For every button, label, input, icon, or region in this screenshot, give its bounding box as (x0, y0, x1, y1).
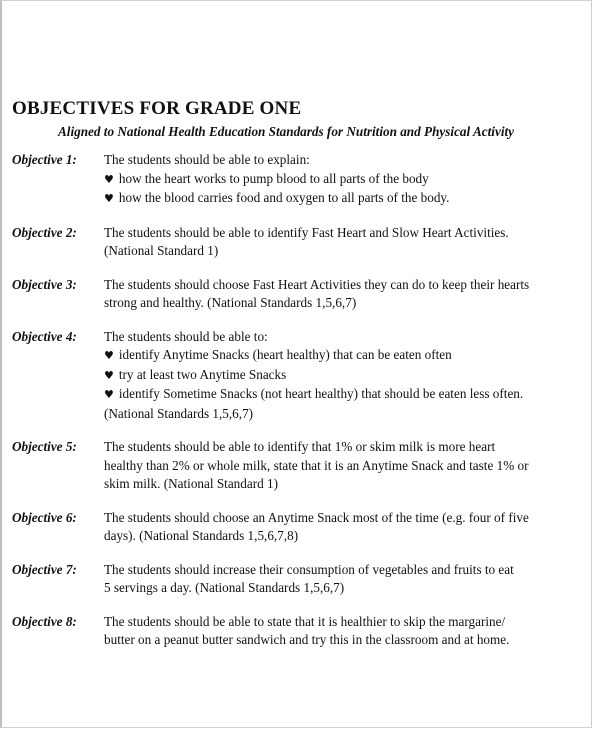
document-content (12, 98, 590, 665)
page-subtitle: Aligned to National Health Education Standards for Nutrition and Physical Activity (58, 124, 515, 139)
heart-bullet-icon: ♥ (104, 388, 114, 401)
objective-4 (12, 328, 590, 424)
objective-text-line: The students should be able to: (104, 328, 268, 344)
objective-5 (12, 438, 590, 494)
objective-label: Objective 5: (12, 439, 77, 454)
objective-text-line: The students should choose an Anytime Snack most of the time (e.g. four of five (104, 509, 529, 525)
objective-7 (12, 561, 590, 598)
objective-body (104, 276, 590, 313)
objective-2 (12, 224, 590, 261)
objective-standards-note: (National Standards 1,5,6,7) (104, 405, 254, 421)
objective-body (104, 151, 590, 209)
objective-8 (12, 613, 590, 650)
objective-body (104, 613, 590, 650)
objective-text-line: The students should choose Fast Heart Activities they can do to keep their hearts (104, 276, 530, 292)
objective-label: Objective 4: (12, 328, 77, 344)
heart-bullet-icon: ♥ (104, 192, 114, 205)
bullet-text: identify Anytime Snacks (heart healthy) that can be eaten often (118, 347, 452, 362)
objective-body (104, 438, 590, 494)
objective-body (104, 224, 590, 261)
objective-body (104, 509, 590, 546)
bullet-text: try at least two Anytime Snacks (118, 366, 287, 382)
objective-label: Objective 2: (12, 224, 77, 240)
objective-text-line: butter on a peanut butter sandwich and try this in the classroom and at home. (104, 632, 510, 647)
objective-text-line: (National Standard 1) (104, 243, 219, 258)
bullet-item (104, 346, 586, 366)
bullet-item (104, 189, 586, 209)
bullet-item (104, 170, 586, 190)
heart-bullet-icon: ♥ (104, 368, 114, 382)
bullet-text: how the blood carries food and oxygen to all parts of the body. (118, 190, 450, 205)
objective-text-line: skim milk. (National Standard 1) (104, 476, 278, 491)
bullet-item (104, 366, 586, 386)
objective-label: Objective 7: (12, 561, 77, 577)
objective-3 (12, 276, 590, 313)
objective-body (104, 561, 590, 598)
objective-text-line: strong and healthy. (National Standards 1,5,6,7) (104, 295, 357, 310)
bullet-text: how the heart works to pump blood to all parts of the body (118, 170, 429, 186)
bullet-text: identify Sometime Snacks (not heart healthy) that should be eaten less often. (118, 386, 524, 401)
objective-label: Objective 6: (12, 509, 77, 525)
objective-text-line: The students should be able to identify Fast Heart and Slow Heart Activities. (104, 224, 509, 240)
objective-text-line: The students should be able to identify that 1% or skim milk is more heart (104, 439, 496, 454)
objective-text-line: The students should increase their consumption of vegetables and fruits to eat (104, 561, 514, 577)
objective-body (104, 328, 590, 424)
page-title: OBJECTIVES FOR GRADE ONE (12, 98, 302, 119)
objective-6 (12, 509, 590, 546)
objective-label: Objective 3: (12, 276, 77, 292)
heart-bullet-icon: ♥ (104, 172, 114, 186)
heart-bullet-icon: ♥ (104, 349, 114, 362)
objective-1 (12, 151, 590, 209)
objective-text-line: The students should be able to state that it is healthier to skip the margarine/ (104, 613, 506, 629)
objective-text-line: 5 servings a day. (National Standards 1,5,6,7) (104, 580, 345, 595)
objective-text-line: healthy than 2% or whole milk, state that it is an Anytime Snack and taste 1% or (104, 457, 529, 473)
bullet-item (104, 385, 586, 405)
objective-text-line: days). (National Standards 1,5,6,7,8) (104, 528, 299, 543)
objective-text-line: The students should be able to explain: (104, 152, 310, 167)
objective-label: Objective 8: (12, 613, 77, 629)
objective-label: Objective 1: (12, 152, 77, 167)
